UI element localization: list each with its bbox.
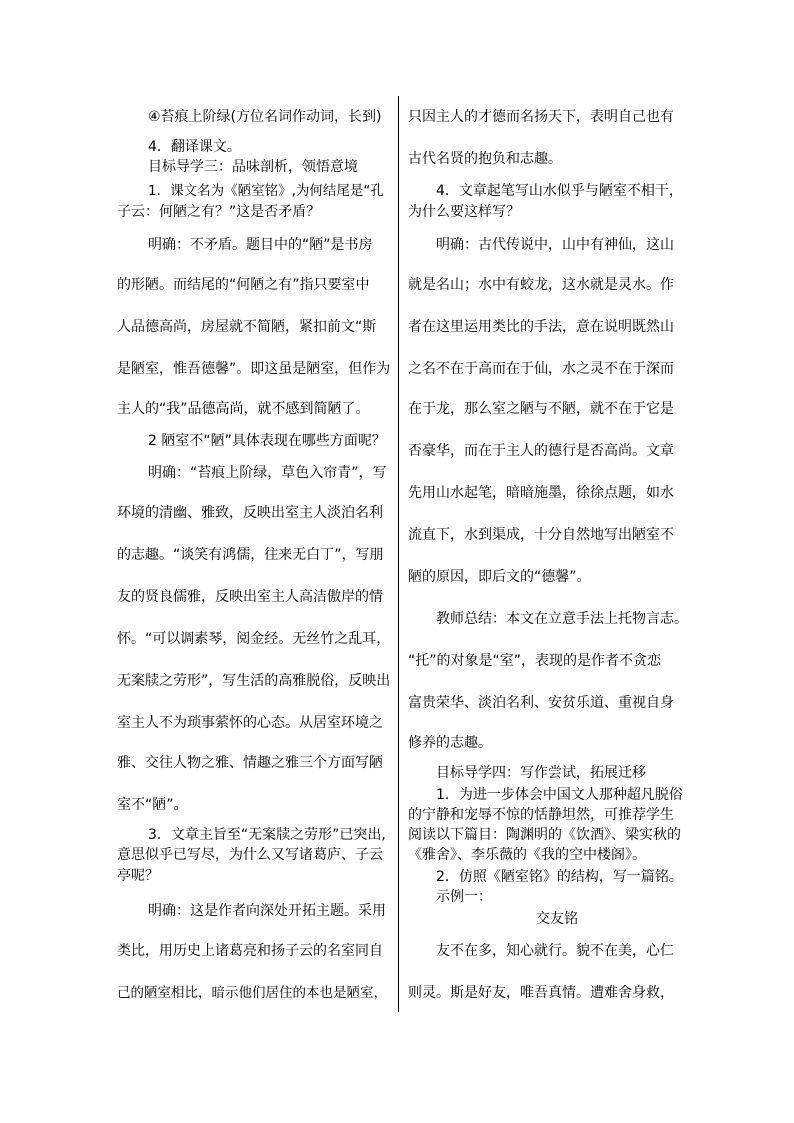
answer-1-line: 是陋室，惟吾德馨”。即这虽是陋室，但作为 bbox=[117, 361, 391, 377]
answer-2-line: 室主人不为琐事萦怀的心态。从居室环境之 bbox=[117, 715, 383, 731]
answer-2-line: 无案牍之劳形”，写生活的高雅脱俗，反映出 bbox=[117, 673, 391, 689]
question-4-line: 4．文章起笔写山水似乎与陋室不相干， bbox=[436, 183, 683, 199]
answer-2-line: 的志趣。“谈笑有鸿儒，往来无白丁”，写朋 bbox=[117, 547, 384, 563]
answer-1-line: 的形陋。而结尾的“何陋之有”指只要室中 bbox=[117, 277, 370, 293]
answer-2-line: 友的贤良儒雅，反映出室主人高洁傲岸的情 bbox=[117, 589, 383, 605]
example-line: 友不在多，知心就行。貌不在美，心仁 bbox=[436, 943, 674, 959]
task-1-line: 阅读以下篇目：陶渊明的《饮酒》、梁实秋的 bbox=[408, 827, 681, 843]
summary-line: 富贵荣华、淡泊名利、安贫乐道、重视自身 bbox=[408, 695, 674, 711]
section-heading: 目标导学三：品味剖析，领悟意境 bbox=[148, 159, 358, 175]
answer-4-line: 就是名山；水中有蛟龙，这水就是灵水。作 bbox=[408, 277, 674, 293]
task-1-line: 的宁静和宠辱不惊的恬静坦然，可推荐学生 bbox=[408, 807, 674, 823]
question-4-line: 为什么要这样写？ bbox=[408, 204, 520, 220]
summary-line: 教师总结：本文在立意手法上托物言志。 bbox=[436, 611, 688, 627]
question-1-line: 1．课文名为《陋室铭》,为何结尾是“孔 bbox=[148, 183, 384, 199]
question-3-line: 3．文章主旨至“无案牍之劳形”已突出, bbox=[148, 827, 386, 843]
task-1-line: 《雅舍》、李乐薇的《我的空中楼阁》。 bbox=[408, 847, 646, 863]
answer-2-line: 环境的清幽、雅致，反映出室主人淡泊名利 bbox=[117, 505, 383, 521]
section-heading: 目标导学四：写作尝试，拓展迁移 bbox=[436, 765, 646, 781]
answer-4-line: 在于龙，那么室之陋与不陋，就不在于它是 bbox=[408, 401, 674, 417]
column-divider bbox=[398, 96, 399, 1012]
answer-4-line: 之名不在于高而在于仙，水之灵不在于深而 bbox=[408, 361, 674, 377]
answer-2-line: 明确：“苔痕上阶绿，草色入帘青”，写 bbox=[148, 465, 387, 481]
answer-4-line: 明确：古代传说中，山中有神仙，这山 bbox=[436, 237, 674, 253]
answer-1-line: 主人的“我”品德高尚，就不感到简陋了。 bbox=[117, 401, 370, 417]
text-line: 4．翻译课文。 bbox=[148, 139, 241, 155]
answer-2-line: 怀。“可以调素琴，阅金经。无丝竹之乱耳， bbox=[117, 631, 391, 647]
question-1-line: 子云：何陋之有？”这是否矛盾？ bbox=[117, 204, 321, 220]
example-label: 示例一： bbox=[436, 889, 492, 905]
example-line: 则灵。斯是好友，唯吾真情。遭难舍身救， bbox=[408, 985, 674, 1001]
answer-4-line: 者在这里运用类比的手法，意在说明既然山 bbox=[408, 319, 674, 335]
answer-4-line: 流直下，水到渠成，十分自然地写出陋室不 bbox=[408, 527, 674, 543]
example-title: 交友铭 bbox=[536, 911, 578, 927]
answer-3-line: 类比，用历史上诸葛亮和扬子云的名室同自 bbox=[117, 943, 383, 959]
answer-1-line: 明确：不矛盾。题目中的“陋”是书房 bbox=[148, 237, 373, 253]
answer-4-line: 先用山水起笔，暗暗施墨，徐徐点题，如水 bbox=[408, 485, 674, 501]
question-3-line: 亭呢？ bbox=[117, 868, 159, 884]
question-3-line: 意思似乎已写尽，为什么又写诸葛庐、子云 bbox=[117, 847, 383, 863]
answer-2-line: 雅、交往人物之雅、情趣之雅三个方面写陋 bbox=[117, 755, 383, 771]
text-line: 古代名贤的抱负和志趣。 bbox=[408, 151, 562, 167]
text-line: 只因主人的才德而名扬天下，表明自己也有 bbox=[408, 109, 674, 125]
answer-4-line: 否豪华，而在于主人的德行是否高尚。文章 bbox=[408, 443, 674, 459]
answer-3-line: 明确：这是作者向深处开拓主题。采用 bbox=[148, 903, 386, 919]
question-2-line: 2 陋室不“陋”具体表现在哪些方面呢？ bbox=[148, 433, 386, 449]
answer-1-line: 人品德高尚，房屋就不简陋，紧扣前文“斯 bbox=[117, 319, 377, 335]
answer-4-line: 陋的原因，即后文的“德馨”。 bbox=[408, 569, 591, 585]
answer-2-line: 室不“陋”。 bbox=[117, 797, 188, 813]
task-1-line: 1．为进一步体会中国文人那种超凡脱俗 bbox=[436, 787, 683, 803]
text-line: ④苔痕上阶绿(方位名词作动词，长到) bbox=[148, 109, 382, 125]
summary-line: “托”的对象是“室”，表现的是作者不贪恋 bbox=[408, 653, 662, 669]
answer-3-line: 己的陋室相比，暗示他们居住的本也是陋室， bbox=[117, 985, 387, 1001]
task-2-line: 2．仿照《陋室铭》的结构，写一篇铭。 bbox=[436, 869, 683, 885]
summary-line: 修养的志趣。 bbox=[408, 735, 492, 751]
